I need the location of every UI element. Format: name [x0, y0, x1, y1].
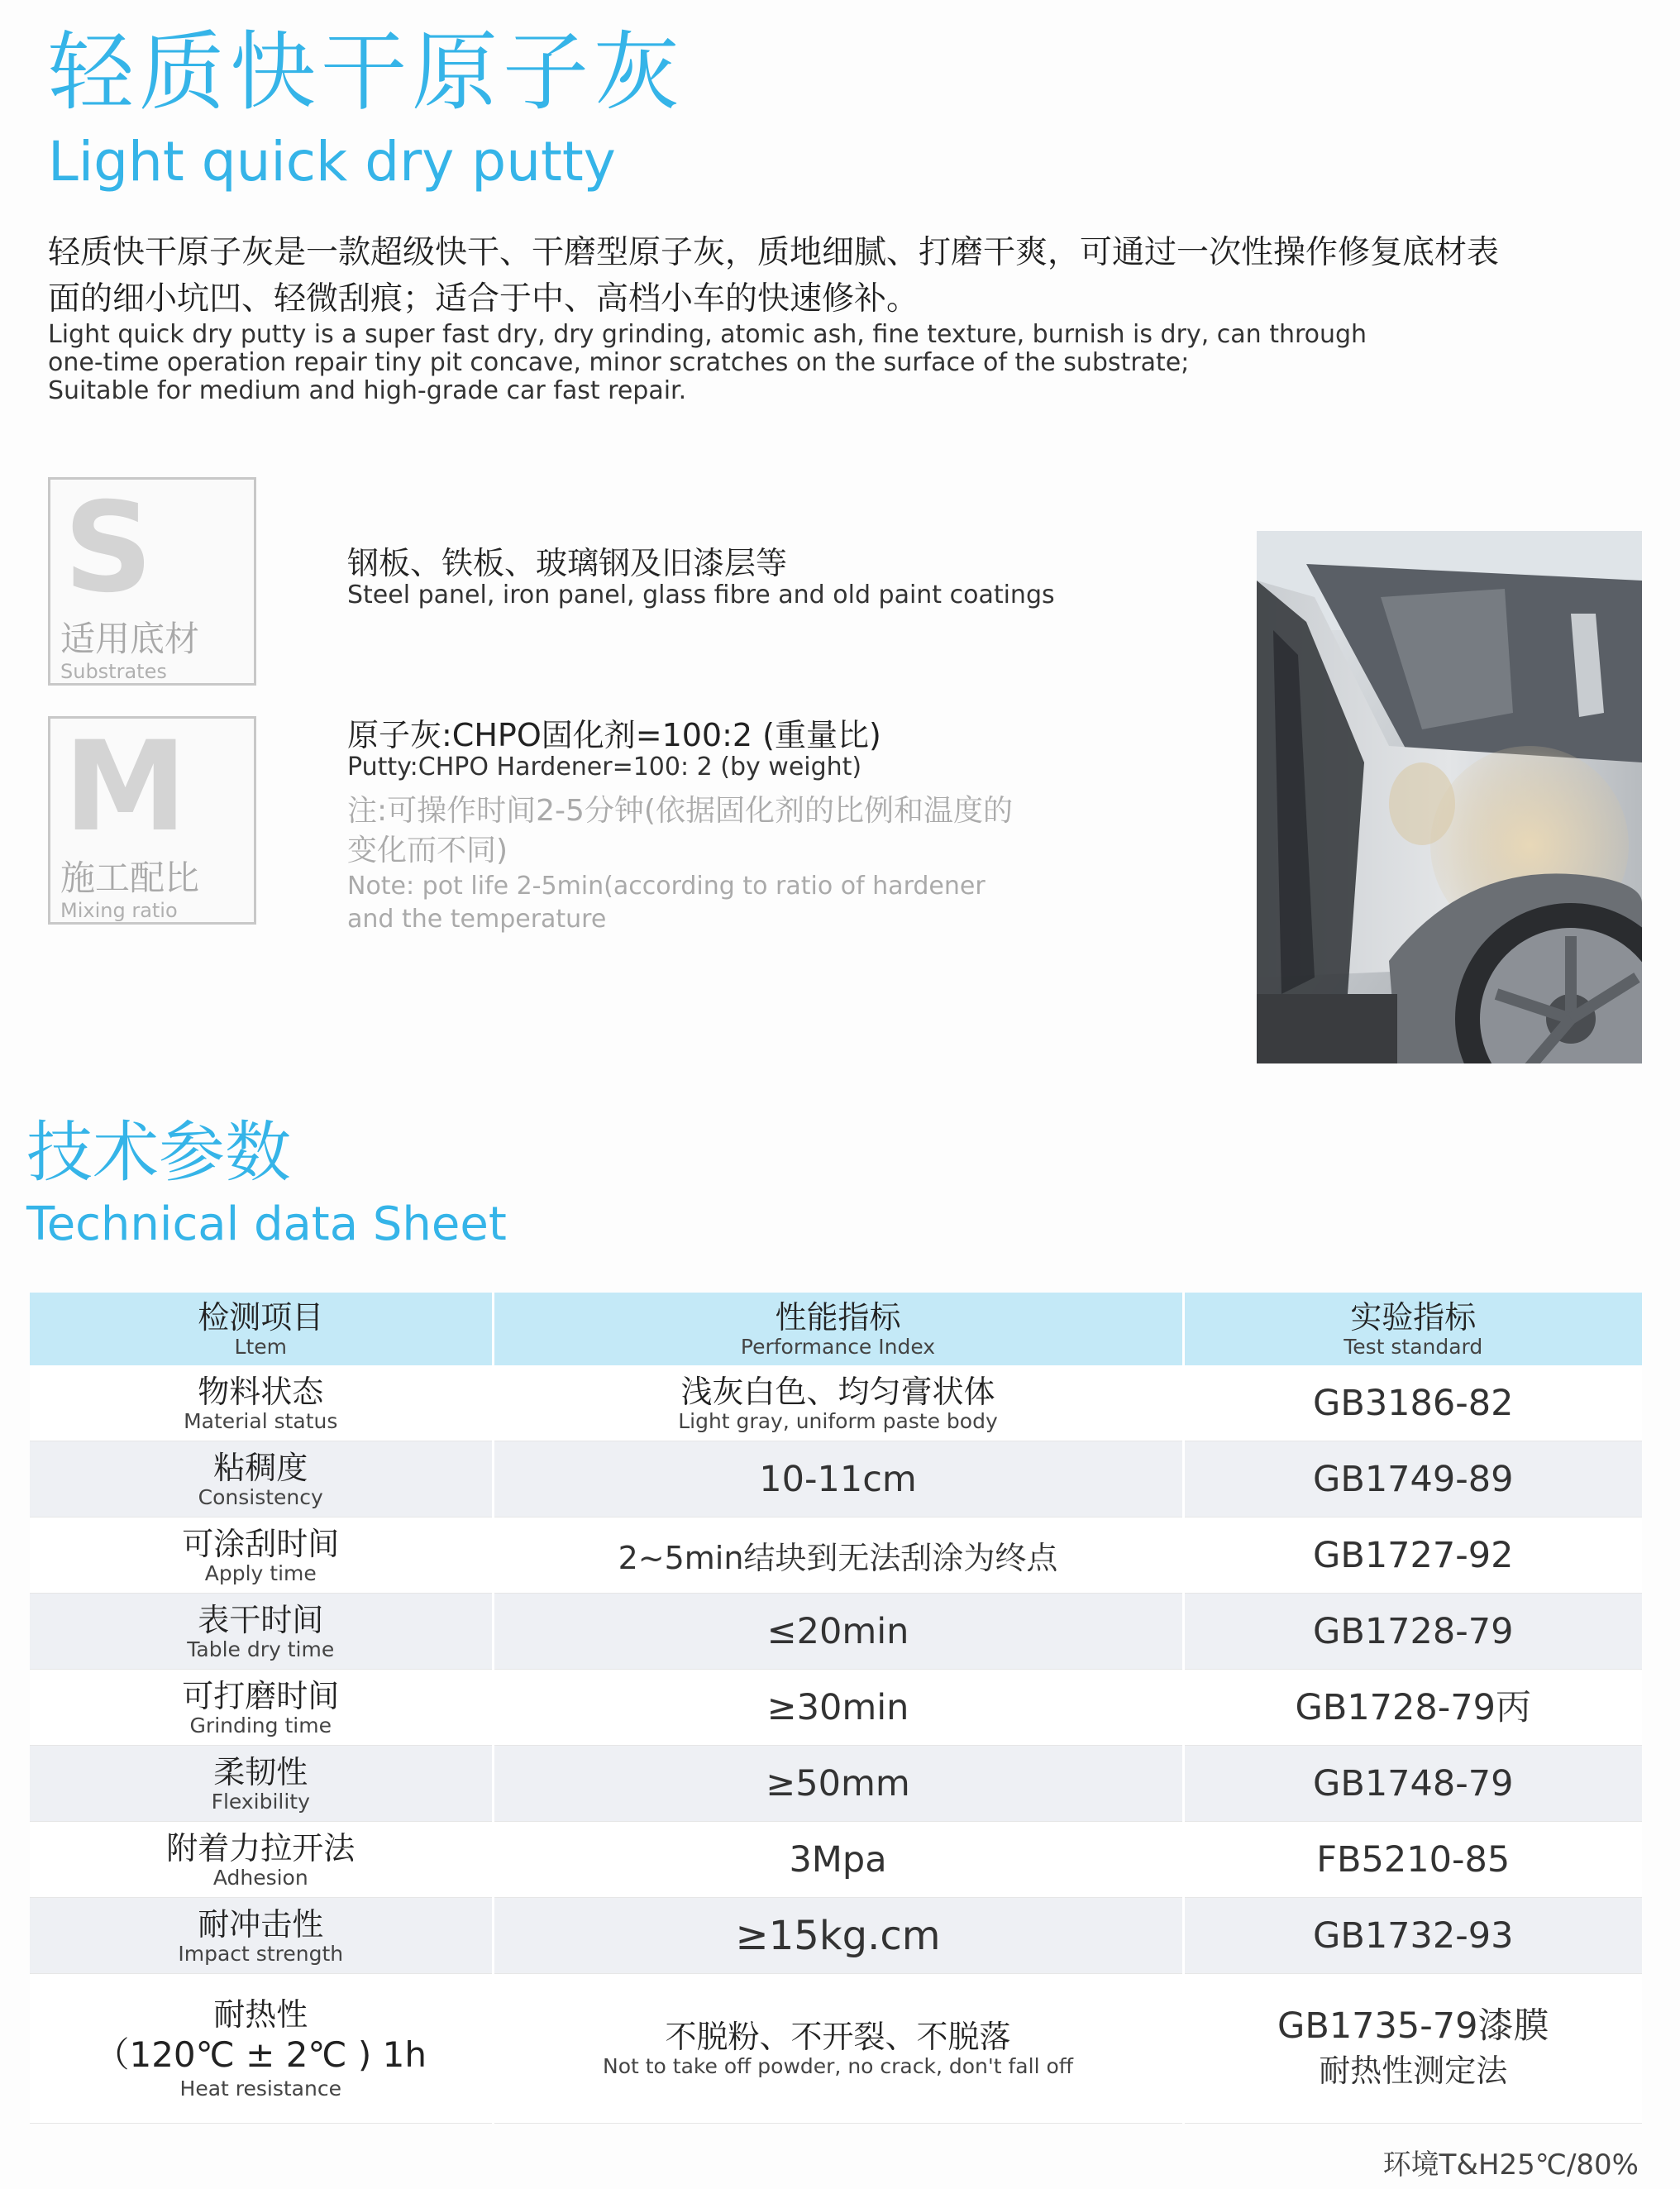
performance-value: ≥50mm: [766, 1762, 910, 1804]
product-title-en: Light quick dry putty: [48, 130, 616, 194]
table-cell: [493, 1517, 1183, 1594]
mixing-note-cn-1: 注:可操作时间2-5分钟(依据固化剂的比例和温度的: [347, 794, 1013, 828]
environment-footnote: 环境T&H25℃/80%: [1382, 2148, 1639, 2182]
item-en: Flexibility: [211, 1789, 310, 1814]
table-row: [30, 1822, 1642, 1898]
table-cell: [30, 1746, 493, 1822]
table-cell: [1183, 1746, 1642, 1822]
table-row: [30, 1441, 1642, 1517]
table-cell: [1183, 1594, 1642, 1670]
table-cell: [493, 1746, 1183, 1822]
table-cell: [30, 1365, 493, 1441]
substrates-badge: [48, 477, 256, 686]
item-cn: 粘稠度: [213, 1449, 308, 1486]
substrates-text-cn: 钢板、铁板、玻璃钢及旧漆层等: [347, 545, 788, 581]
item-cn: 可打磨时间: [182, 1677, 340, 1714]
item-en: Table dry time: [187, 1637, 335, 1661]
table-cell: [1183, 1670, 1642, 1746]
header-standard-cn: 实验指标: [1350, 1299, 1477, 1336]
tech-section-title-en: Technical data Sheet: [26, 1197, 507, 1251]
table-cell: [493, 1822, 1183, 1898]
table-cell: [30, 1517, 493, 1594]
table-header-cell: [1183, 1293, 1642, 1365]
mixing-ratio-cn: 原子灰:CHPO固化剂=100:2 (重量比): [347, 717, 881, 753]
table-row: [30, 1517, 1642, 1594]
table-header-cell: [493, 1293, 1183, 1365]
standard: GB1748-79: [1313, 1762, 1514, 1804]
substrates-letter: S: [64, 476, 154, 620]
item-en: Apply time: [204, 1560, 317, 1585]
standard: GB1728-79: [1313, 1610, 1514, 1652]
item-cn: 表干时间: [198, 1601, 324, 1638]
description-en-line: Light quick dry putty is a super fast dry, dry grinding, atomic ash, fine texture, burnish is dry, can through: [48, 320, 1367, 349]
table-cell: [1183, 1365, 1642, 1441]
technical-data-table: [30, 1293, 1642, 2124]
standard: GB1732-93: [1313, 1914, 1514, 1957]
item-en: Adhesion: [212, 1865, 308, 1890]
description-en-line: Suitable for medium and high-grade car fast repair.: [48, 376, 687, 405]
mixing-label-en: Mixing ratio: [60, 899, 178, 922]
header-performance-en: Performance Index: [740, 1335, 936, 1359]
performance-value: 10-11cm: [759, 1458, 917, 1500]
standard: GB1749-89: [1313, 1458, 1514, 1500]
mixing-ratio-en: Putty:CHPO Hardener=100: 2 (by weight): [347, 753, 862, 781]
product-title-cn: 轻质快干原子灰: [48, 22, 685, 122]
mixing-note-en-1: Note: pot life 2-5min(according to ratio of hardener: [347, 872, 986, 901]
performance-cn: 不脱粉、不开裂、不脱落: [665, 2019, 1011, 2055]
table-cell: [493, 1898, 1183, 1974]
standard-line-1: GB1735-79漆膜: [1277, 2005, 1549, 2047]
item-cn: 可涂刮时间: [182, 1525, 340, 1562]
mixing-letter: M: [64, 715, 188, 859]
item-en: Material status: [184, 1408, 338, 1433]
table-row: [30, 1974, 1642, 2124]
table-cell: [1183, 1898, 1642, 1974]
table-cell: [30, 1822, 493, 1898]
performance-value: ≥30min: [766, 1686, 909, 1728]
performance-value: ≤20min: [766, 1610, 909, 1652]
table-cell: [30, 1670, 493, 1746]
header-standard-en: Test standard: [1344, 1335, 1483, 1359]
performance-value: 2~5min结块到无法刮涂为终点: [618, 1540, 1058, 1576]
mixing-badge: [48, 716, 256, 925]
table-cell: [1183, 1517, 1642, 1594]
tech-section-title-cn: 技术参数: [26, 1114, 291, 1191]
header-item-en: Ltem: [234, 1335, 287, 1359]
table-row: [30, 1898, 1642, 1974]
table-row: [30, 1746, 1642, 1822]
table-cell: [30, 1898, 493, 1974]
item-cn: 耐冲击性: [198, 1905, 324, 1943]
table-row: [30, 1594, 1642, 1670]
product-description-en: [48, 321, 1453, 405]
performance-value: ≥15kg.cm: [735, 1912, 941, 1959]
table-cell: [493, 1594, 1183, 1670]
substrates-label-cn: 适用底材: [60, 619, 200, 659]
standard: GB3186-82: [1313, 1382, 1514, 1424]
item-cn: 附着力拉开法: [166, 1829, 356, 1866]
standard: GB1728-79丙: [1295, 1686, 1531, 1728]
product-description-cn: 轻质快干原子灰是一款超级快干、干磨型原子灰，质地细腻、打磨干爽，可通过一次性操作修复底材表面的细小坑凹、轻微刮痕；适合于中、高档小车的快速修补。: [48, 234, 1500, 318]
table-cell: [1183, 1441, 1642, 1517]
mixing-note-cn-2: 变化而不同): [347, 834, 508, 867]
mixing-label-cn: 施工配比: [60, 858, 200, 898]
item-condition: （120℃ ± 2℃ ) 1h: [94, 2034, 427, 2075]
table-cell: [30, 1594, 493, 1670]
table-cell: [1183, 1822, 1642, 1898]
item-cn: 柔韧性: [213, 1753, 308, 1790]
table-row: [30, 1365, 1642, 1441]
table-cell: [1183, 1974, 1642, 2124]
table-cell: [493, 1441, 1183, 1517]
mixing-note-en-2: and the temperature: [347, 905, 607, 934]
item-cn: 耐热性: [213, 1996, 308, 2033]
description-en-line: one-time operation repair tiny pit concave, minor scratches on the surface of the substrate;: [48, 348, 1190, 377]
substrates-text-en: Steel panel, iron panel, glass fibre and old paint coatings: [347, 581, 1055, 609]
item-cn: 物料状态: [198, 1373, 324, 1410]
table-cell: [493, 1670, 1183, 1746]
table-cell: [30, 1441, 493, 1517]
performance-en: Not to take off powder, no crack, don't fall off: [603, 2054, 1073, 2078]
car-repair-photo: [1257, 531, 1642, 1063]
standard: FB5210-85: [1316, 1838, 1511, 1881]
table-cell: [30, 1974, 493, 2124]
performance-value: 3Mpa: [789, 1838, 887, 1881]
table-header-cell: [30, 1293, 493, 1365]
header-performance-cn: 性能指标: [775, 1299, 901, 1336]
table-cell: [493, 1365, 1183, 1441]
substrates-label-en: Substrates: [60, 660, 167, 683]
item-en: Impact strength: [178, 1941, 344, 1966]
table-row: [30, 1670, 1642, 1746]
table-cell: [493, 1974, 1183, 2124]
item-en: Heat resistance: [179, 2077, 341, 2101]
item-en: Consistency: [198, 1484, 323, 1509]
standard: GB1727-92: [1313, 1534, 1514, 1576]
standard-line-2: 耐热性测定法: [1319, 2053, 1508, 2089]
header-item-cn: 检测项目: [198, 1299, 324, 1336]
performance-cn: 浅灰白色、均匀膏状体: [680, 1373, 995, 1410]
performance-en: Light gray, uniform paste body: [678, 1408, 998, 1433]
item-en: Grinding time: [189, 1713, 332, 1737]
table-header-row: [30, 1293, 1642, 1365]
